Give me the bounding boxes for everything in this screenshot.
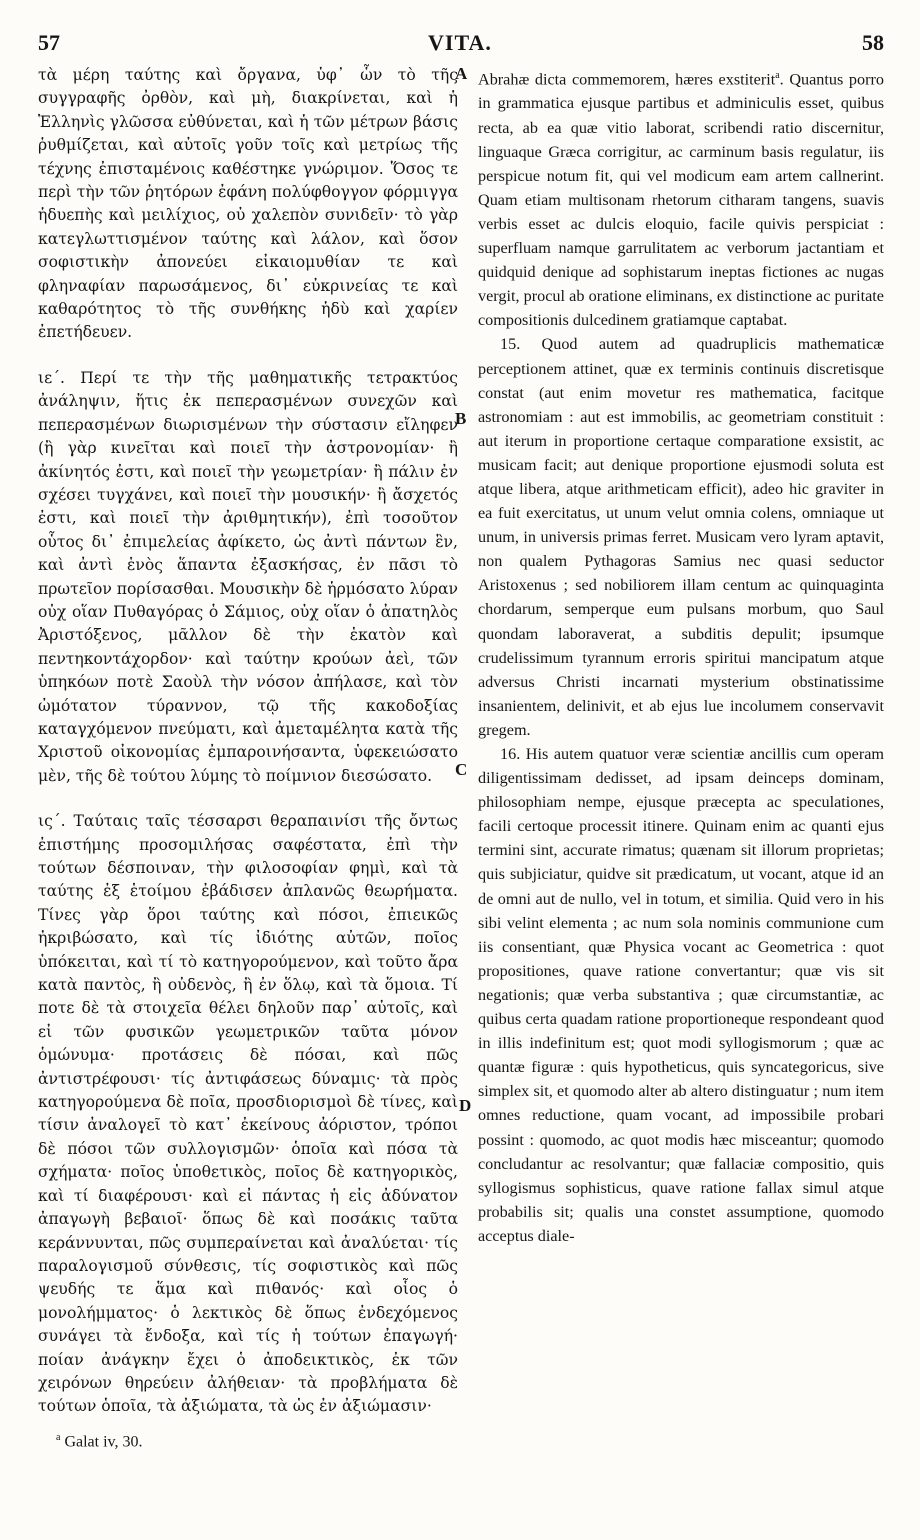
running-title: VITA. bbox=[428, 30, 492, 55]
margin-marker-d: D bbox=[459, 1096, 472, 1115]
footnote-text: Galat iv, 30. bbox=[60, 1433, 143, 1451]
margin-marker-a: A bbox=[455, 64, 468, 83]
latin-paragraph-1-start: Abrahæ dicta commemorem, hæres exstiterit bbox=[478, 70, 776, 89]
greek-paragraph-15: ιε΄. Περί τε τὴν τῆς μαθηματικῆς τετρακτύος ἀνάληψιν, ἥτις ἐκ πεπερασμένων συνεχῶν καὶ πεπερασμένων διωρισμένων τὴν σύστασιν εἴληφεν (ἢ γὰρ κινεῖται καὶ ποιεῖ τὴν ἀστρονομίαν· ἢ ἀκίνητός ἐστι, καὶ ποιεῖ τὴν γεωμετρίαν· ἢ πάλιν ἐν σχέσει τυγχάνει, καὶ ποιεῖ τὴν μουσικήν· ἢ ἄσχετός ἐστι, καὶ ποιεῖ τὴν ἀριθμητικήν), ἐπὶ τοσοῦτον οὗτος δι᾽ ἐπιμελείας ἀφίκετο, ὡς ἀντὶ πάντων ἓν, καὶ ἀντὶ ἑνὸς ἅπαντα ἐξασκήσας, ἐν πᾶσι τὸ πρωτεῖον πορίσασθαι. Μουσικὴν δὲ ἡρμόσατο λύραν οὐχ οἵαν Πυθαγόρας ὁ Σάμιος, οὐχ οἵαν ὁ ἀπατηλὸς Ἀριστόξενος, μᾶλλον δὲ τὴν ἑκατὸν καὶ πεντηκοντάχορδον· καὶ ταύτην κρούων ἀεὶ, τῶν ὑπηκόων ποτὲ Σαοὺλ τὴν νόσον ἀπήλασε, καὶ τὸν ὠμότατον τύραννον, τῷ τῆς κακοδοξίας καταγχόμενον πνεύματι, καὶ ἀμεταμέλητα κατὰ τῆς Χριστοῦ οἰκονομίας ἐμπαροινήσαντα, ὑφεκειώσατο μὲν, τῆς δὲ τούτου λύμης τὸ ποίμνιον διεσώσατο. bbox=[38, 368, 459, 785]
margin-marker-b: B bbox=[455, 409, 467, 428]
page-number-right: 58 bbox=[862, 30, 884, 55]
latin-paragraph-1 bbox=[478, 64, 884, 332]
greek-column bbox=[38, 64, 458, 1419]
latin-paragraph-16: 16. His autem quatuor veræ scientiæ ancillis cum operam diligentissimam dedisset, ad ipsam deinceps dominam, philosophiam nempe, ejusque præcepta ac speculationes, facili certoque processit itinere. Quinam enim ac quanti ejus termini sint, accurate rimatus; quænam sit illorum proprietas; quis subjiciatur, quidve sit prædicatum, ut vocant, atque id an de omni aut de nullo, vel in totum, et similia. Quid vero in his sibi velint elementa ; ac num sola nominis communione cum iis consentiant, quæ Physica vocant ac Geometrica : quot propositiones, quave ratione convertantur; quæ vis sit negationis; quæ verba substantiva ; quæ circumstantiæ, ac quibus certa quadam ratione proportioneque respondeant quod in illis indefinitum est; quot modi syllogismorum ; quæ ac quantæ figuræ : quis hypotheticus, quis syncategoricus, sive simplex sit, et quomodo alter ab altero distinguatur ; num item omnes reductione, quam vocant, ad impossibile probari possint : quomodo, ac quot modis hæc misceantur; quomodo concludantur ac resolvantur; quæ fallaciæ compositio, quis syllogismus sophisticus, quave ratione fallax simul atque probabilis sit; qualis una constet assumptione, quomodo acceptus diale- bbox=[478, 745, 884, 1245]
latin-paragraph-1-rest: . Quantus porro in grammatica ejusque partibus et adminiculis esset, quibus recta, ab ea quæ vitio laborat, scribendi ratio discernitur, linguaque Græca corrigitur, ac carminum basis regulatur, iis perspicue notum fit, qui vel modicum eam artem callnerint. Quam etiam multisonam rhetorum citharam tangens, suavis verbis esset ac dulcis eloquio, facile quivis perspiciat : superfluam namque garrulitatem ac verborum jactantiam et quidquid denique ad sophistarum ineptas fictiones ac nugas vergit, procul ab oratione eliminans, ex distinctione ac puritate compositionis dulcedinem gratiamque captabat. bbox=[478, 70, 884, 330]
greek-paragraph-1: τὰ μέρη ταύτης καὶ ὄργανα, ὑφ᾽ ὧν τὸ τῆς συγγραφῆς ὀρθὸν, καὶ μὴ, διακρίνεται, καὶ ἡ Ἑλληνὶς γλῶσσα εὐθύνεται, καὶ ἡ τῶν μέτρων βάσις ῥυθμίζεται, καὶ αὐτοῖς γοῦν τοῖς καὶ μετρίως τῆς τέχνης ἐπισταμένοις καθέστηκε γνώριμον. Ὅσος τε περὶ τὴν τῶν ῥητόρων ἐφάνη πολύφθογγον φόρμιγγα ἡδυεπὴς καὶ μειλίχιος, οὐ χαλεπὸν συνιδεῖν· τὸ γὰρ κατεγλωττισμένον ταύτης καὶ λάλον, καὶ ὅσον σοφιστικὴν ἀπονεύει εἰκαιομυθίαν τε καὶ φληναφίαν παρωσάμενος, δι᾽ εὐκρινείας τε καὶ καθαρότητος τὸ τῆς συνθήκης ἡδὺ καὶ χαρίεν ἐπετήδευεν. bbox=[38, 66, 458, 342]
latin-paragraph-15: 15. Quod autem ad quadruplicis mathematicæ perceptionem attinet, quæ ex terminis continuis discretisque constat (aut enim movetur res mathematica, facitque astronomiam : aut est immobilis, ac geometriam constituit : aut iterum in proportione certaque comparatione exsistit, ac musicam facit; aut denique proportione ejusmodi soluta est atque libera, atque arithmeticam efficit), adeo hic graviter in ea fuit exercitatus, ut unum velut omnia colens, omniaque ut unum, in universis primas ferret. Musicam vero lyram aptavit, non qualem Pythagoras Samius nec quasi seductor Aristoxenus ; sed nobiliorem illam centum ac quinquaginta chordarum, semperque eum pulsans morbum, quo Saul quondam laboraverat, a subditis depulit; ipsumque crudelissimum tyrannum erroris spiritui mancipatum atque adversus Christi incarnati mysterium obstinatissime insanientem, delinivit, et ab ejus lue incolumem conservavit gregem. bbox=[478, 335, 884, 739]
margin-marker-c: C bbox=[455, 760, 468, 779]
latin-column bbox=[478, 64, 884, 1248]
footnote-reference[interactable]: a bbox=[775, 70, 780, 81]
footnote bbox=[56, 1432, 143, 1451]
greek-paragraph-16: ις΄. Ταύταις ταῖς τέσσαρσι θεραπαινίσι τῆς ὄντως ἐπιστήμης προσομιλήσας σαφέστατα, ἐπὶ τὴν τούτων δέσποιναν, τὴν φιλοσοφίαν φημὶ, καὶ τὰ ταύτης ἐξ ἑτοίμου ἐβάδισεν ἀπλανῶς θεωρήματα. Τίνες γὰρ ὅροι ταύτης καὶ πόσοι, ἐπιεικῶς ἠκριβώσατο, καὶ τίς ἰδιότης αὐτῶν, ποῖος ὑπόκειται, καὶ τί τὸ κατηγορούμενον, καὶ τοῦτο ἄρα κατὰ παντὸς, ἢ οὐδενὸς, ἢ ἐν ὅλῳ, καὶ τὰ ὅμοια. Τί ποτε δὲ τὰ στοιχεῖα θέλει δηλοῦν παρ᾽ αὐτοῖς, καὶ εἰ τῶν φυσικῶν γεωμετρικῶν ταῦτα μόνον ὁμώνυμα· προτάσεις δὲ πόσαι, καὶ πῶς ἀντιστρέφουσι· τίς ἀντιφάσεως δύναμις· τὰ πρὸς κατηγορούμενα δὲ ποῖα, προσδιορισμοὶ δὲ τίνες, καὶ τίσιν ἀναλογεῖ τὸ κατ᾽ ἐκείνους ἀόριστον, τρόποι δὲ πόσοι τῶν συλλογισμῶν· ὁποῖα καὶ πόσα τὰ σχήματα· ποῖος ὑποθετικὸς, ποῖος δὲ κατηγορικὸς, καὶ τί διαφέρουσι· καὶ εἰ πάντας ἡ εἰς ἀδύνατον ἀπαγωγὴ βεβαιοῖ· ὅπως δὲ καὶ ποσάκις ταῦτα κεράννυνται, πῶς συμπεραίνεται καὶ ἀναλύεται· τίς παραλογισμοῦ σύνθεσις, τίς σοφιστικὸς καὶ πῶς ψευδής τε ἅμα καὶ πιθανός· καὶ οἷος ὁ μονολήμματος· ὁ λεκτικὸς δὲ ὅπως ἐνδεχόμενος συνάγει τὰ ἔνδοξα, καὶ τίς ἡ τούτων ἐπαγωγή· ποίαν ἀνάγκην ἔχει ὁ ἀποδεικτικὸς, ἐκ τῶν χειρόνων θηρεύειν ἀλήθειαν· τὰ προβλήματα δὲ τούτων ὁποῖα, τὰ ἀξιώματα, τὰ ὡς ἐν ἀξιώμασιν· bbox=[38, 812, 458, 1416]
page-number-left: 57 bbox=[38, 30, 60, 55]
footnote-mark: a bbox=[56, 1432, 61, 1443]
